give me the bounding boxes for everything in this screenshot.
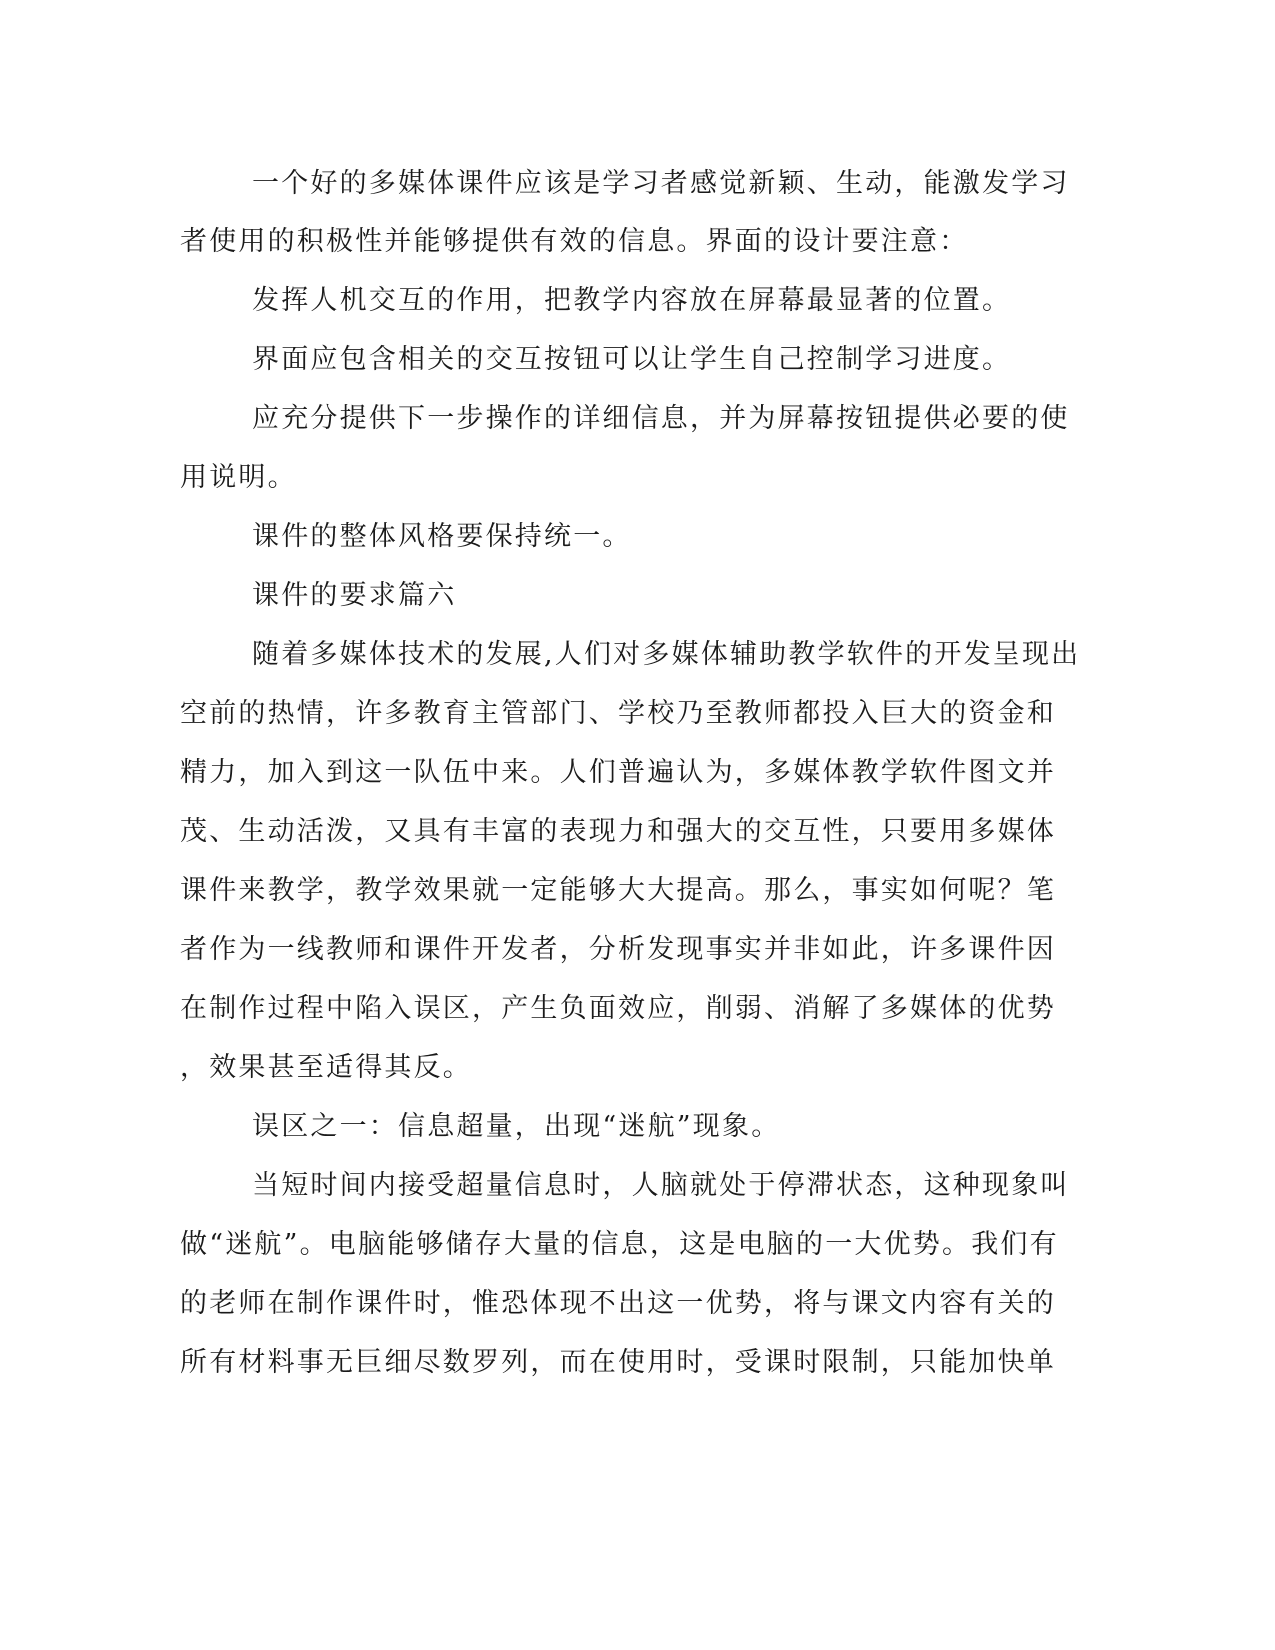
text-line: 的老师在制作课件时，惟恐体现不出这一优势，将与课文内容有关的 bbox=[180, 1288, 1056, 1319]
text-line: 一个好的多媒体课件应该是学习者感觉新颖、生动，能激发学习 bbox=[252, 168, 1070, 199]
text-line: 精力，加入到这一队伍中来。人们普遍认为，多媒体教学软件图文并 bbox=[180, 757, 1056, 788]
text-line: 茂、生动活泼，又具有丰富的表现力和强大的交互性，只要用多媒体 bbox=[180, 816, 1056, 847]
text-line: 发挥人机交互的作用，把教学内容放在屏幕最显著的位置。 bbox=[252, 285, 1012, 316]
text-line: 误区之一：信息超量，出现“迷航”现象。 bbox=[252, 1111, 781, 1142]
text-line: 所有材料事无巨细尽数罗列，而在使用时，受课时限制，只能加快单 bbox=[180, 1347, 1056, 1378]
text-line: 者使用的积极性并能够提供有效的信息。界面的设计要注意： bbox=[180, 226, 969, 257]
section-heading: 课件的要求篇六 bbox=[252, 580, 457, 611]
text-line: 当短时间内接受超量信息时，人脑就处于停滞状态，这种现象叫 bbox=[252, 1170, 1070, 1201]
text-line: 课件的整体风格要保持统一。 bbox=[252, 521, 632, 552]
text-line: 课件来教学，教学效果就一定能够大大提高。那么，事实如何呢？笔 bbox=[180, 875, 1056, 906]
text-line: 者作为一线教师和课件开发者，分析发现事实并非如此，许多课件因 bbox=[180, 934, 1056, 965]
text-line: 用说明。 bbox=[180, 462, 297, 493]
text-line: 空前的热情，许多教育主管部门、学校乃至教师都投入巨大的资金和 bbox=[180, 698, 1056, 729]
text-line: 界面应包含相关的交互按钮可以让学生自己控制学习进度。 bbox=[252, 344, 1012, 375]
text-line: 随着多媒体技术的发展,人们对多媒体辅助教学软件的开发呈现出 bbox=[252, 639, 1081, 670]
text-line: 做“迷航”。电脑能够储存大量的信息，这是电脑的一大优势。我们有 bbox=[180, 1229, 1059, 1260]
text-line: ，效果甚至适得其反。 bbox=[180, 1052, 472, 1083]
text-line: 在制作过程中陷入误区，产生负面效应，削弱、消解了多媒体的优势 bbox=[180, 993, 1056, 1024]
text-line: 应充分提供下一步操作的详细信息，并为屏幕按钮提供必要的使 bbox=[252, 403, 1070, 434]
